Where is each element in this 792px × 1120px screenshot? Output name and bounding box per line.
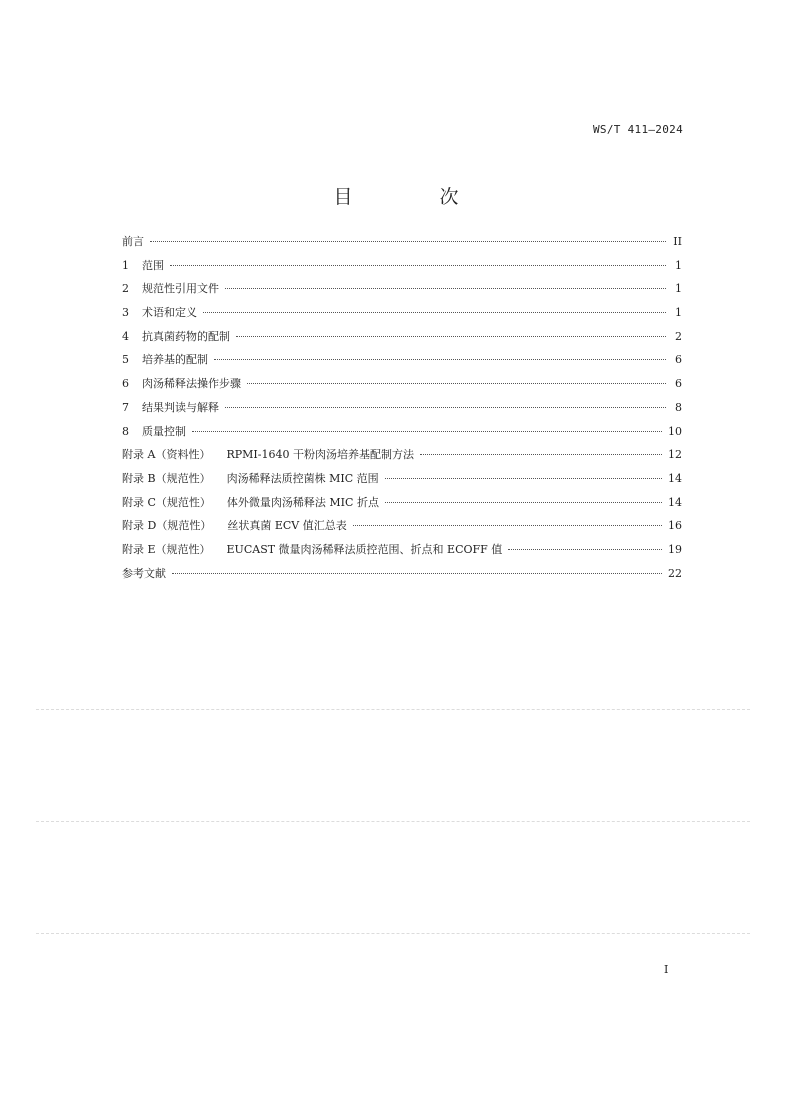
dot-leader [508, 549, 662, 550]
dot-leader [192, 431, 662, 432]
appendix-prefix: 附录 C（规范性） [122, 495, 211, 509]
toc-entry-label: 丝状真菌 ECV 值汇总表 [227, 519, 347, 533]
toc-entry-appendix-b[interactable] [122, 469, 682, 493]
toc-entry-page: 10 [668, 424, 682, 438]
toc-entry-appendix-e[interactable] [122, 540, 682, 564]
toc-entry-number: 8 [122, 424, 129, 438]
toc-entry-scope[interactable] [122, 256, 682, 280]
toc-entry-label: 参考文献 [122, 566, 166, 580]
appendix-prefix: 附录 D（规范性） [122, 519, 212, 533]
document-code: WS/T 411—2024 [593, 123, 683, 136]
toc-entry-page: 16 [668, 519, 682, 533]
toc-title: 目 次 [333, 186, 493, 208]
toc-entry-page: 8 [675, 400, 682, 414]
toc-entry-page: 1 [675, 282, 682, 296]
toc-entry-label: 结果判读与解释 [142, 400, 219, 414]
dot-leader [247, 383, 666, 384]
appendix-prefix: 附录 B（规范性） [122, 471, 211, 485]
dot-leader [203, 312, 666, 313]
toc-entry-number: 2 [122, 282, 129, 296]
toc-entry-page: 1 [675, 306, 682, 320]
toc-entry-page: 22 [668, 566, 682, 580]
toc-entry-label: 培养基的配制 [142, 353, 208, 367]
toc-entry-page: 19 [668, 542, 682, 556]
dot-leader [225, 407, 666, 408]
toc-entry-appendix-a[interactable] [122, 445, 682, 469]
dot-leader [150, 241, 666, 242]
toc-entry-page: 12 [668, 448, 682, 462]
toc-entry-appendix-d[interactable] [122, 516, 682, 540]
table-of-contents [122, 232, 682, 587]
toc-entry-label: 范围 [142, 258, 164, 272]
toc-entry-label: RPMI-1640 干粉肉汤培养基配制方法 [226, 448, 414, 462]
toc-entry-preface[interactable] [122, 232, 682, 256]
toc-entry-medium-preparation[interactable] [122, 350, 682, 374]
toc-entry-terms[interactable] [122, 303, 682, 327]
dot-leader [172, 573, 662, 574]
toc-entry-label: 体外微量肉汤稀释法 MIC 折点 [226, 495, 379, 509]
toc-entry-label: 规范性引用文件 [142, 282, 219, 296]
toc-entry-label: 质量控制 [142, 424, 186, 438]
toc-entry-appendix-c[interactable] [122, 493, 682, 517]
toc-entry-broth-dilution-steps[interactable] [122, 374, 682, 398]
toc-entry-page: 14 [668, 495, 682, 509]
toc-entry-normative-references[interactable] [122, 279, 682, 303]
toc-entry-number: 5 [122, 353, 129, 367]
toc-entry-number: 7 [122, 400, 129, 414]
toc-entry-result-interpretation[interactable] [122, 398, 682, 422]
divider [36, 933, 750, 934]
toc-entry-label: EUCAST 微量肉汤稀释法质控范围、折点和 ECOFF 值 [226, 542, 503, 556]
toc-entry-bibliography[interactable] [122, 564, 682, 588]
divider [36, 709, 750, 710]
toc-entry-number: 4 [122, 329, 129, 343]
dot-leader [353, 525, 662, 526]
dot-leader [225, 288, 666, 289]
toc-entry-page: 6 [675, 353, 682, 367]
toc-entry-antifungal-preparation[interactable] [122, 327, 682, 351]
appendix-prefix: 附录 A（资料性） [122, 448, 211, 462]
toc-entry-label: 抗真菌药物的配制 [142, 329, 230, 343]
toc-entry-label: 前言 [122, 235, 144, 248]
toc-entry-page: 2 [675, 329, 682, 343]
toc-entry-page: 14 [668, 471, 682, 485]
dot-leader [385, 478, 662, 479]
dot-leader [170, 265, 666, 266]
toc-entry-label: 肉汤稀释法质控菌株 MIC 范围 [226, 471, 379, 485]
dot-leader [385, 502, 662, 503]
toc-entry-number: 1 [122, 258, 129, 272]
appendix-prefix: 附录 E（规范性） [122, 542, 211, 556]
dot-leader [420, 454, 662, 455]
toc-entry-page: 6 [675, 377, 682, 391]
toc-entry-label: 术语和定义 [142, 306, 197, 320]
dot-leader [214, 359, 666, 360]
toc-entry-number: 6 [122, 377, 129, 391]
divider [36, 821, 750, 822]
toc-entry-quality-control[interactable] [122, 422, 682, 446]
toc-entry-label: 肉汤稀释法操作步骤 [142, 377, 241, 391]
dot-leader [236, 336, 666, 337]
page-number: I [664, 963, 669, 976]
toc-entry-page: II [673, 235, 682, 248]
toc-entry-page: 1 [675, 258, 682, 272]
toc-entry-number: 3 [122, 306, 129, 320]
